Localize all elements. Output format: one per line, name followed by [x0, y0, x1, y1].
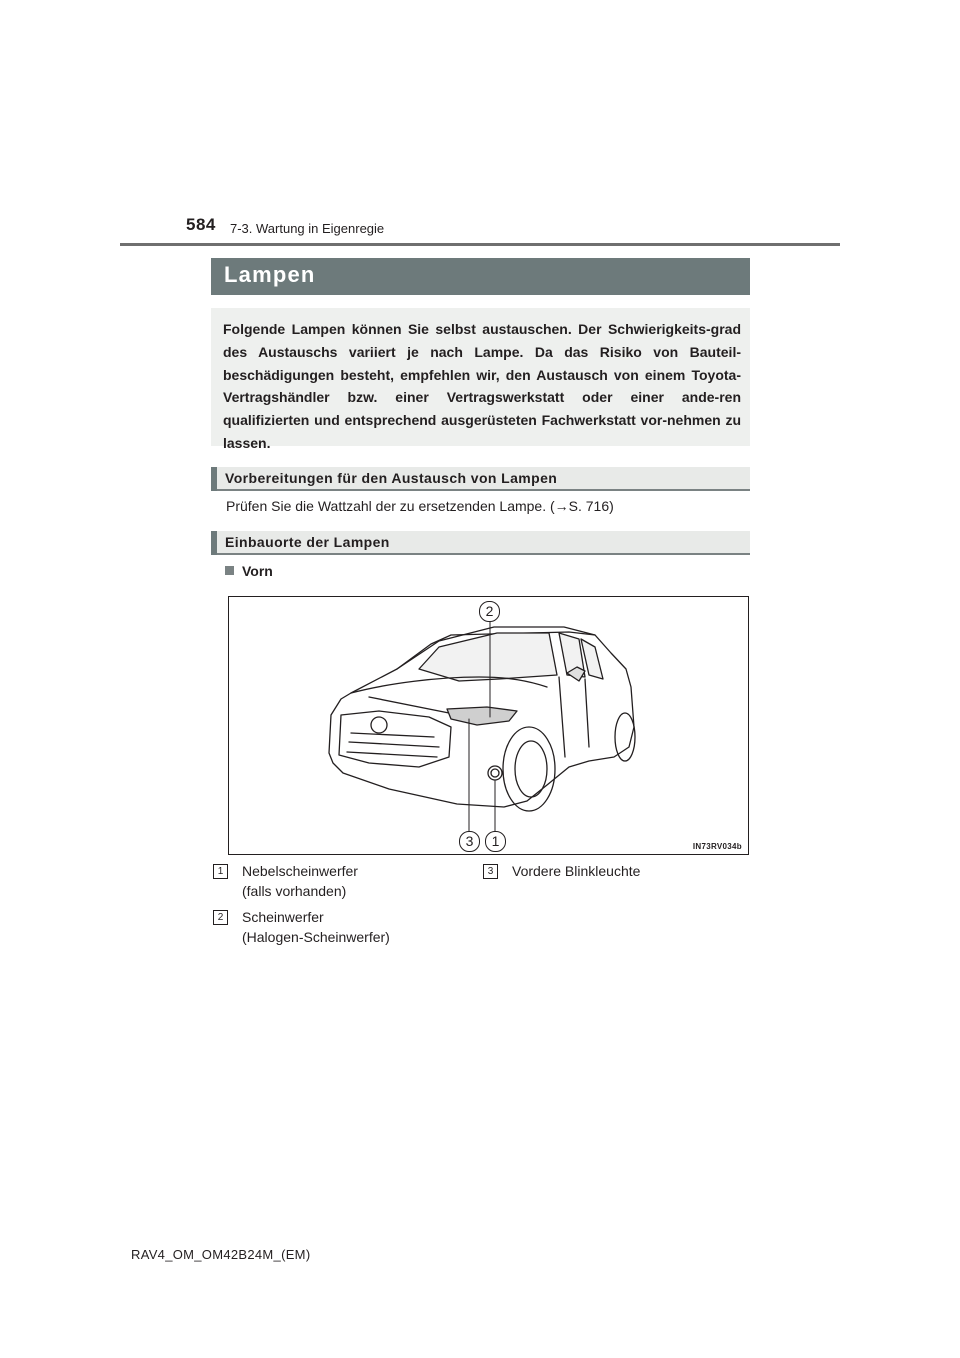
front-subsection: [225, 563, 273, 579]
preparation-text: Prüfen Sie die Wattzahl der zu ersetzenden Lampe. (→S. 716): [226, 498, 614, 514]
locations-heading-bar: [211, 531, 750, 555]
legend-label: [242, 907, 390, 947]
legend-number: 1: [213, 864, 228, 879]
page-title: Lampen: [224, 262, 316, 287]
figure-code: IN73RV034b: [692, 842, 742, 851]
callout-3-badge: 3: [459, 831, 480, 852]
legend-number: 3: [483, 864, 498, 879]
vehicle-figure: [228, 596, 749, 855]
legend-label-line1: Vordere Blinkleuchte: [512, 863, 641, 879]
heading-accent: [211, 467, 217, 491]
legend-label: [242, 861, 358, 901]
intro-box: [211, 308, 750, 451]
page-number: 584: [186, 215, 216, 234]
callout-1: [485, 831, 506, 852]
legend-label: [512, 861, 640, 881]
front-label: Vorn: [242, 563, 273, 579]
header-divider: [120, 243, 840, 246]
section-reference: 7-3. Wartung in Eigenregie: [230, 221, 385, 236]
legend-label-line2: (Halogen-Scheinwerfer): [242, 929, 390, 945]
legend-number: 2: [213, 910, 228, 925]
legend-label-line1: Scheinwerfer: [242, 909, 324, 925]
car-front-illustration: [229, 597, 748, 854]
callout-2: [479, 601, 500, 622]
locations-heading: Einbauorte der Lampen: [225, 534, 390, 550]
callout-1-badge: 1: [485, 831, 506, 852]
page-title-bar: [211, 258, 750, 295]
document-code: RAV4_OM_OM42B24M_(EM): [131, 1247, 311, 1262]
heading-accent: [211, 531, 217, 555]
intro-text: Folgende Lampen können Sie selbst austauschen. Der Schwierigkeits-grad des Austauschs variiert je nach Lampe. Da das Risiko von Bauteil-beschädigungen besteht, empfehlen wir, den Austausch von einem Toyota-Vertragshändler bzw. einer Vertragswerkstatt oder einer ande-ren qualifizierten und entsprechend ausgerüsteten Fachwerkstatt vor-nehmen zu lassen.: [223, 321, 741, 451]
legend-label-line1: Nebelscheinwerfer: [242, 863, 358, 879]
callout-3: [459, 831, 480, 852]
preparation-heading: Vorbereitungen für den Austausch von Lampen: [225, 470, 558, 486]
callout-2-badge: 2: [479, 601, 500, 622]
legend-label-line2: (falls vorhanden): [242, 883, 347, 899]
preparation-heading-bar: [211, 467, 750, 491]
bullet-square-icon: [225, 566, 234, 575]
